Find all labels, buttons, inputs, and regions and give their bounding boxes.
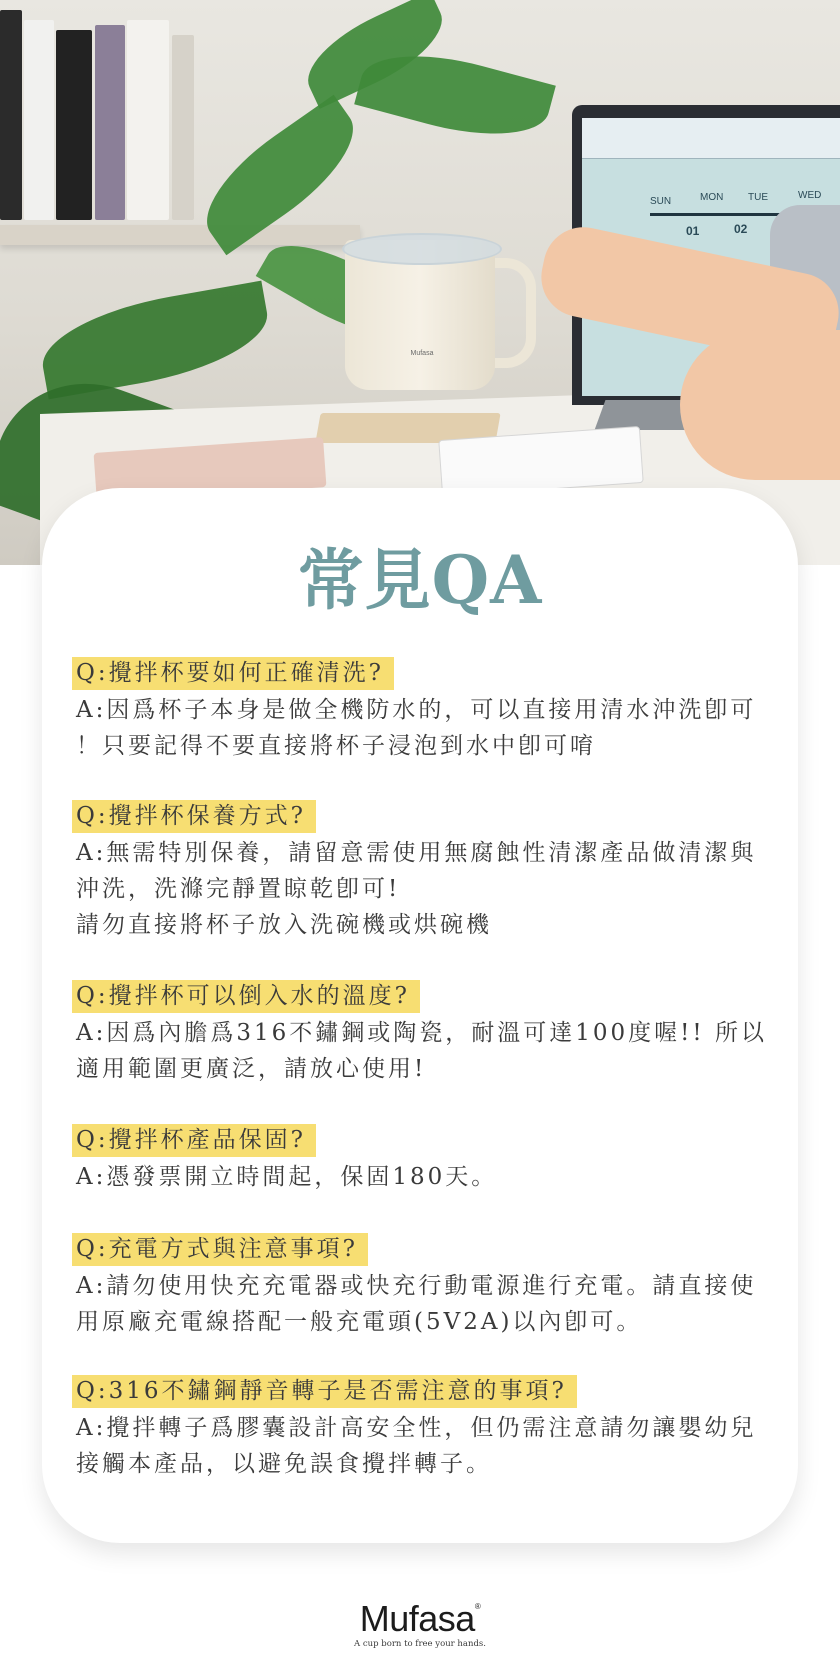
- book: [56, 30, 92, 220]
- shelf: [0, 225, 360, 245]
- book: [172, 35, 194, 220]
- qa-item: [72, 1375, 772, 1482]
- question: Q:攪拌杯保養方式?: [72, 800, 316, 833]
- calendar-day: TUE: [748, 192, 768, 203]
- calendar-day: MON: [700, 192, 724, 203]
- answer: A:無需特別保養，請留意需使用無腐蝕性清潔產品做清潔與 沖洗，洗滌完靜置晾乾卽可! 請勿直接將杯子放入洗碗機或烘碗機: [76, 840, 757, 938]
- brand-tagline: A cup born to free your hands.: [354, 1639, 486, 1649]
- hero-photo: [0, 0, 840, 565]
- brand-logo: [0, 1598, 840, 1640]
- question: Q:攪拌杯產品保固?: [72, 1124, 316, 1157]
- question: Q:充電方式與注意事項?: [72, 1233, 368, 1266]
- calendar-day: SUN: [650, 196, 672, 207]
- qa-item: [72, 1233, 772, 1340]
- calendar-day: WED: [798, 190, 822, 201]
- calendar-date: 01: [686, 224, 700, 238]
- answer: A:憑發票開立時間起，保固180天。: [76, 1164, 498, 1190]
- calendar-date: 02: [734, 222, 748, 236]
- registered-mark: ®: [474, 1602, 481, 1611]
- answer: A:攪拌轉子爲膠囊設計高安全性，但仍需注意請勿讓嬰幼兒 接觸本產品，以避免誤食攪拌轉子。: [76, 1415, 757, 1477]
- mug-logo: Mufasa: [410, 350, 434, 357]
- question: Q:316不鏽鋼靜音轉子是否需注意的事項?: [72, 1375, 577, 1408]
- arm: [680, 330, 840, 480]
- plant-leaf: [35, 281, 275, 400]
- answer: A:請勿使用快充充電器或快充行動電源進行充電。請直接使 用原廠充電線搭配一般充電頭(5V2A)以內卽可。: [76, 1273, 757, 1335]
- page-title: 常見QA: [297, 541, 543, 619]
- book: [24, 20, 54, 220]
- laptop-toolbar: [582, 118, 840, 159]
- qa-item: [72, 800, 772, 943]
- question: Q:攪拌杯要如何正確清洗?: [72, 657, 394, 690]
- qa-item: [72, 657, 772, 764]
- qa-item: [72, 1124, 772, 1195]
- book: [95, 25, 125, 220]
- book: [0, 10, 22, 220]
- question: Q:攪拌杯可以倒入水的溫度?: [72, 980, 420, 1013]
- answer: A:因爲杯子本身是做全機防水的，可以直接用清水沖洗卽可 ！只要記得不要直接將杯子浸泡到水中卽可唷: [76, 697, 757, 759]
- qa-item: [72, 980, 772, 1087]
- book: [127, 20, 169, 220]
- brand-name: Mufasa: [359, 1598, 475, 1639]
- answer: A:因爲內膽爲316不鏽鋼或陶瓷，耐溫可達100度喔!! 所以 適用範圍更廣泛，請放心使用!: [76, 1020, 767, 1082]
- mug-lid: [342, 233, 502, 265]
